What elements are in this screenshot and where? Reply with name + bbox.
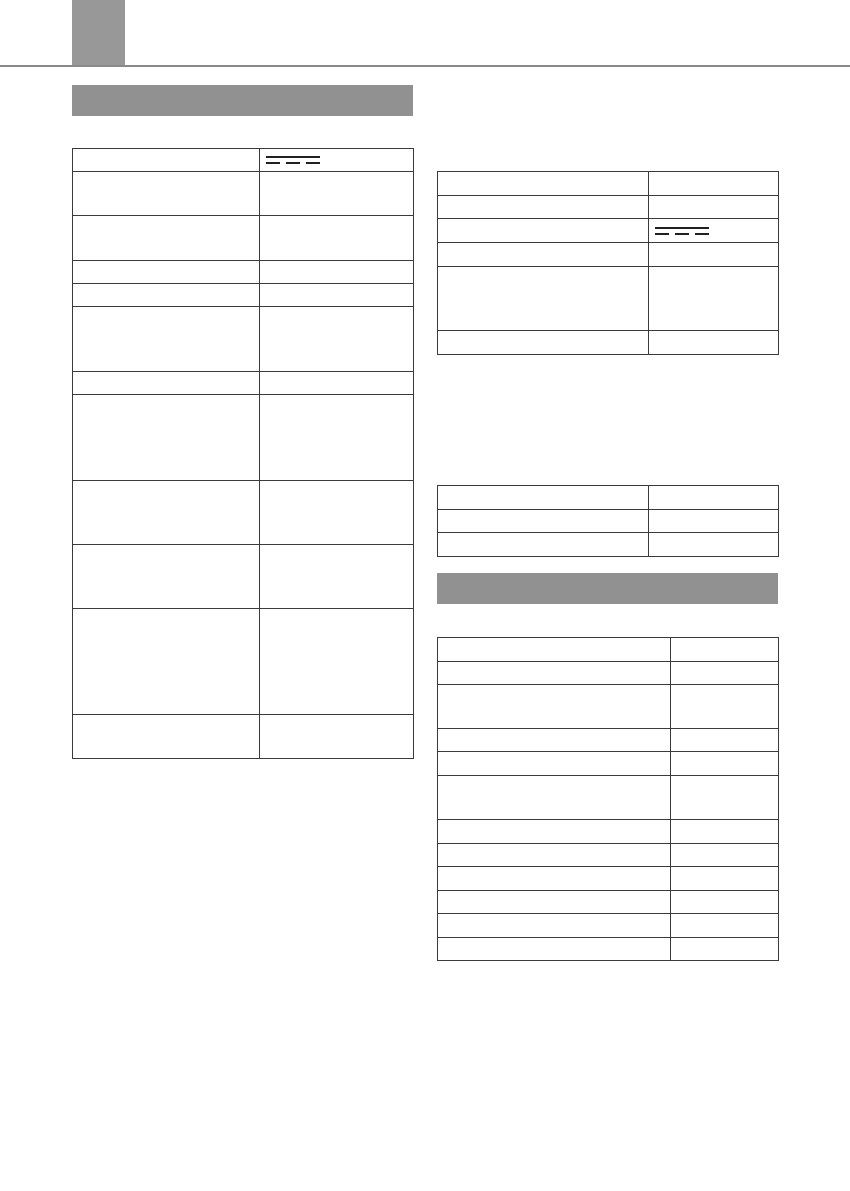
table-row <box>438 533 779 557</box>
table-row <box>438 891 779 914</box>
row-value <box>671 662 779 685</box>
table-row <box>73 395 414 481</box>
table-row <box>73 609 414 715</box>
row-value <box>649 219 779 243</box>
row-value <box>260 609 414 715</box>
row-value <box>649 243 779 267</box>
table-row <box>73 545 414 609</box>
row-label <box>438 844 671 867</box>
table-row <box>438 243 779 267</box>
table-row <box>438 638 779 662</box>
table-row <box>73 172 414 216</box>
table-row <box>73 284 414 307</box>
spec-table-left <box>72 148 414 759</box>
row-value <box>260 545 414 609</box>
table-row <box>438 510 779 533</box>
row-label <box>438 891 671 914</box>
table-row <box>73 261 414 284</box>
row-value <box>671 776 779 820</box>
table-row <box>438 172 779 196</box>
table-row <box>438 752 779 776</box>
row-value <box>649 331 779 355</box>
row-label <box>438 243 649 267</box>
left-section-header <box>72 85 413 116</box>
table-row <box>438 219 779 243</box>
row-value <box>260 307 414 372</box>
table-row <box>438 776 779 820</box>
table-row <box>438 867 779 891</box>
row-label <box>438 776 671 820</box>
spec-table-right-bottom <box>437 637 779 961</box>
row-value <box>260 149 414 172</box>
row-value <box>671 891 779 914</box>
table-row <box>73 715 414 759</box>
row-label <box>438 267 649 331</box>
row-label <box>73 395 260 481</box>
row-value <box>649 267 779 331</box>
row-label <box>438 172 649 196</box>
table-row <box>438 486 779 510</box>
table-row <box>438 331 779 355</box>
row-value <box>649 196 779 219</box>
table-row <box>438 662 779 685</box>
dc-current-symbol-icon <box>655 225 709 237</box>
header-rule <box>0 65 850 67</box>
table-row <box>438 914 779 938</box>
row-value <box>260 481 414 545</box>
table-row <box>438 729 779 752</box>
row-label <box>73 545 260 609</box>
row-label <box>73 261 260 284</box>
row-value <box>671 867 779 891</box>
row-label <box>438 914 671 938</box>
row-value <box>671 844 779 867</box>
row-value <box>671 729 779 752</box>
dc-current-symbol-icon <box>266 154 320 166</box>
table-row <box>73 216 414 261</box>
row-value <box>671 914 779 938</box>
row-label <box>438 820 671 844</box>
table-row <box>73 481 414 545</box>
row-value <box>260 172 414 216</box>
row-label <box>73 481 260 545</box>
table-row <box>73 149 414 172</box>
row-value <box>260 284 414 307</box>
row-value <box>649 533 779 557</box>
table-row <box>438 267 779 331</box>
table-row <box>438 685 779 729</box>
row-label <box>438 486 649 510</box>
right-section-header <box>437 573 778 604</box>
row-label <box>438 867 671 891</box>
row-label <box>438 533 649 557</box>
row-label <box>438 938 671 961</box>
row-label <box>73 307 260 372</box>
table-row <box>438 844 779 867</box>
row-value <box>260 216 414 261</box>
table-row <box>438 938 779 961</box>
table-row <box>438 196 779 219</box>
row-value <box>260 395 414 481</box>
row-value <box>671 938 779 961</box>
row-label <box>73 216 260 261</box>
row-label <box>438 662 671 685</box>
row-label <box>438 510 649 533</box>
table-row <box>73 307 414 372</box>
row-value <box>649 510 779 533</box>
row-value <box>671 820 779 844</box>
row-value <box>649 486 779 510</box>
row-label <box>73 172 260 216</box>
row-value <box>260 372 414 395</box>
row-value <box>260 261 414 284</box>
spec-table-right-top <box>437 171 779 355</box>
row-value <box>649 172 779 196</box>
row-label <box>438 729 671 752</box>
row-label <box>438 752 671 776</box>
row-label <box>438 331 649 355</box>
row-value <box>260 715 414 759</box>
spec-table-right-middle <box>437 485 779 557</box>
row-value <box>671 638 779 662</box>
row-label <box>438 685 671 729</box>
table-row <box>73 372 414 395</box>
table-row <box>438 820 779 844</box>
row-label <box>438 219 649 243</box>
row-label <box>73 715 260 759</box>
row-value <box>671 685 779 729</box>
row-label <box>73 149 260 172</box>
row-value <box>671 752 779 776</box>
row-label <box>438 638 671 662</box>
row-label <box>73 609 260 715</box>
row-label <box>438 196 649 219</box>
chapter-tab <box>72 0 125 65</box>
row-label <box>73 372 260 395</box>
row-label <box>73 284 260 307</box>
